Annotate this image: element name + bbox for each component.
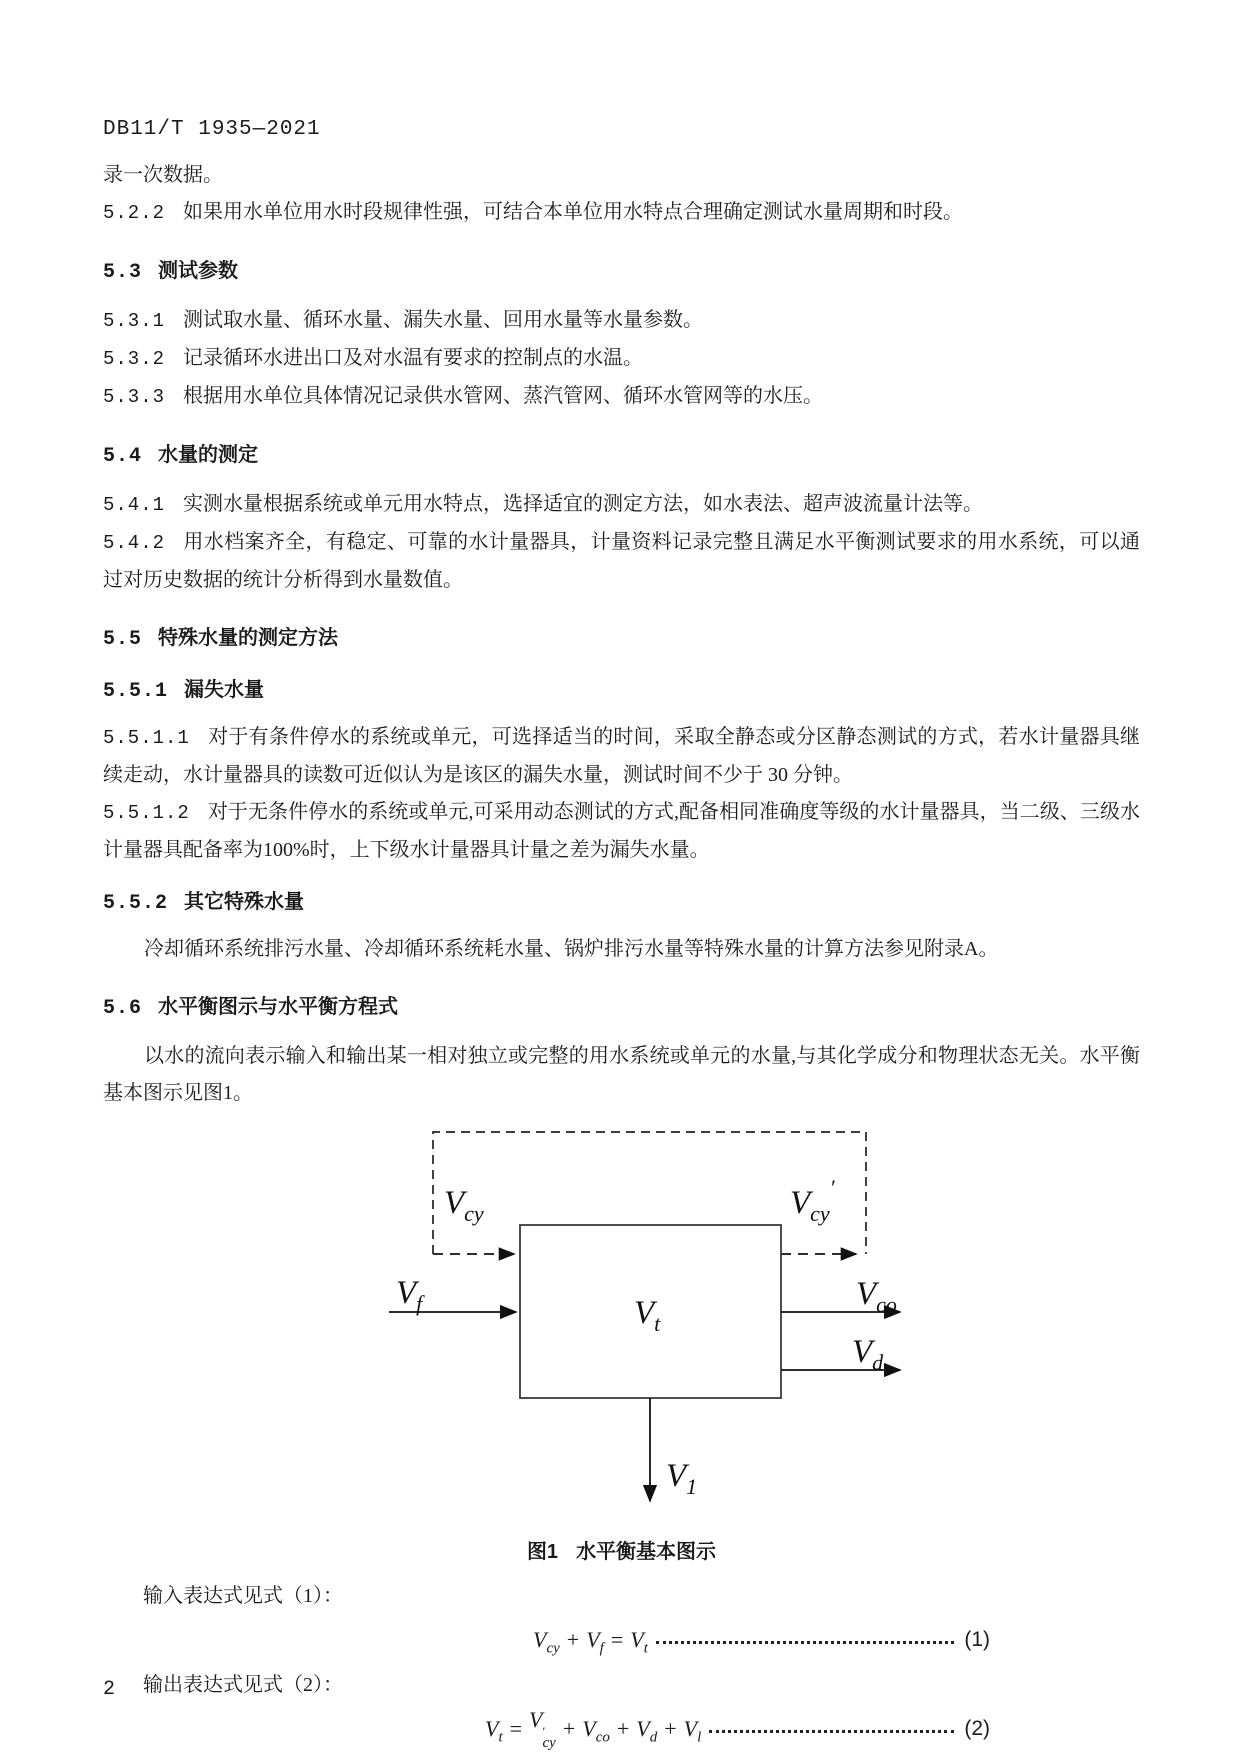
clause-5-2-2 [103, 194, 1140, 232]
paragraph-5-5-2: 冷却循环系统排污水量、冷却循环系统耗水量、锅炉排污水量等特殊水量的计算方法参见附录A。 [144, 938, 999, 960]
heading-5-4 [103, 438, 1140, 474]
page-number: 2 [103, 1678, 116, 1701]
label-vco: $V_{co}$ [855, 1276, 897, 1317]
equation-2-number: (2) [964, 1717, 990, 1740]
clause-5-5-1-1 [103, 719, 1140, 794]
label-vl: $V_1$ [665, 1458, 697, 1499]
label-vcy: $V_{cy}$ [443, 1185, 484, 1226]
standard-number: DB11/T 1935—2021 [103, 118, 321, 141]
heading-5-3 [103, 254, 1140, 290]
equals-operator: = [509, 1716, 523, 1741]
clause-5-3-3 [103, 378, 1140, 416]
clause-number: 5.3.3 [103, 386, 166, 408]
eq1-term-vf: $V_f$ [586, 1627, 604, 1657]
heading-number: 5.6 [103, 997, 143, 1020]
clause-number: 5.4.2 [103, 532, 166, 554]
clause-number: 5.2.2 [103, 202, 166, 224]
clause-number: 5.3.2 [103, 348, 166, 370]
eq2-term-vcy-prime: V ′ cy [529, 1707, 556, 1751]
plus-operator: + [566, 1627, 580, 1652]
figure-1-diagram [332, 1120, 912, 1525]
heading-number: 5.3 [103, 261, 143, 284]
heading-number: 5.5.1 [103, 680, 169, 703]
label-vcy-prime: $V_{cy}'$ [789, 1175, 835, 1226]
water-balance-diagram [332, 1120, 912, 1520]
clause-5-3-2 [103, 340, 1140, 378]
heading-5-5-1 [103, 673, 1140, 709]
clause-5-4-1 [103, 486, 1140, 524]
clause-text: 对于无条件停水的系统或单元,可采用动态测试的方式,配备相同准确度等级的水计量器具，当二级、三级水计量器具配备率为100%时，上下级水计量器具计量之差为漏失水量。 [103, 801, 1140, 861]
clause-text: 用水档案齐全，有稳定、可靠的水计量器具，计量资料记录完整且满足水平衡测试要求的用水系统，可以通过对历史数据的统计分析得到水量数值。 [103, 531, 1140, 591]
clause-text: 记录循环水进出口及对水温有要求的控制点的水温。 [183, 347, 644, 369]
heading-number: 5.5 [103, 628, 143, 651]
heading-title: 其它特殊水量 [184, 891, 305, 913]
label-vt: $V_t$ [633, 1295, 660, 1336]
clause-number: 5.5.1.1 [103, 727, 190, 749]
heading-title: 水量的测定 [158, 444, 259, 466]
heading-title: 特殊水量的测定方法 [158, 627, 339, 649]
clause-text: 实测水量根据系统或单元用水特点，选择适宜的测定方法，如水表法、超声波流量计法等。 [183, 493, 984, 515]
heading-number: 5.5.2 [103, 892, 169, 915]
clause-number: 5.5.1.2 [103, 802, 190, 824]
equation-1 [533, 1619, 990, 1661]
figure-caption [103, 1535, 1140, 1564]
eq2-term-vl: $V_l$ [683, 1716, 702, 1746]
label-vd: $V_d$ [851, 1334, 883, 1375]
heading-5-5 [103, 621, 1140, 657]
equation-2 [485, 1708, 990, 1750]
clause-text: 对于有条件停水的系统或单元，可选择适当的时间，采取全静态或分区静态测试的方式，若水计量器具继续走动，水计量器具的读数可近似认为是该区的漏失水量，测试时间不少于 30 分钟。 [103, 726, 1140, 786]
clause-5-5-1-2 [103, 794, 1140, 869]
clause-text: 根据用水单位具体情况记录供水管网、蒸汽管网、循环水管网等的水压。 [183, 385, 824, 407]
heading-number: 5.4 [103, 445, 143, 468]
carryover-paragraph: 录一次数据。 [103, 164, 223, 186]
heading-title: 水平衡图示与水平衡方程式 [158, 996, 399, 1018]
clause-5-4-2 [103, 524, 1140, 599]
eq1-term-vt: $V_t$ [630, 1627, 648, 1657]
heading-title: 漏失水量 [184, 679, 265, 701]
eq1-term-vcy: $V_{cy}$ [533, 1627, 560, 1657]
label-vf: $V_f$ [395, 1275, 422, 1316]
clause-text: 测试取水量、循环水量、漏失水量、回用水量等水量参数。 [183, 309, 704, 331]
clause-5-3-1 [103, 302, 1140, 340]
equation-2-intro: 输出表达式见式（2）： [143, 1674, 343, 1696]
heading-5-5-2 [103, 885, 1140, 921]
dot-leader [709, 1730, 954, 1733]
dot-leader [656, 1641, 954, 1644]
equals-operator: = [610, 1627, 624, 1652]
eq2-term-vt: $V_t$ [485, 1716, 503, 1746]
plus-operator: + [562, 1716, 576, 1741]
equation-1-number: (1) [964, 1628, 990, 1651]
eq2-term-vco: $V_{co}$ [582, 1716, 610, 1746]
plus-operator: + [616, 1716, 630, 1741]
paragraph-5-6: 以水的流向表示输入和输出某一相对独立或完整的用水系统或单元的水量,与其化学成分和物理状态无关。水平衡基本图示见图1。 [103, 1045, 1140, 1104]
plus-operator: + [664, 1716, 677, 1741]
clause-text: 如果用水单位用水时段规律性强，可结合本单位用水特点合理确定测试水量周期和时段。 [183, 201, 964, 223]
clause-number: 5.3.1 [103, 310, 166, 332]
figure-caption-number: 图1 [526, 1541, 559, 1563]
heading-5-6 [103, 990, 1140, 1026]
clause-number: 5.4.1 [103, 494, 166, 516]
eq2-term-vd: $V_d$ [636, 1716, 658, 1746]
equation-1-intro: 输入表达式见式（1）： [143, 1585, 343, 1607]
figure-caption-title: 水平衡基本图示 [576, 1541, 717, 1563]
heading-title: 测试参数 [158, 260, 239, 282]
